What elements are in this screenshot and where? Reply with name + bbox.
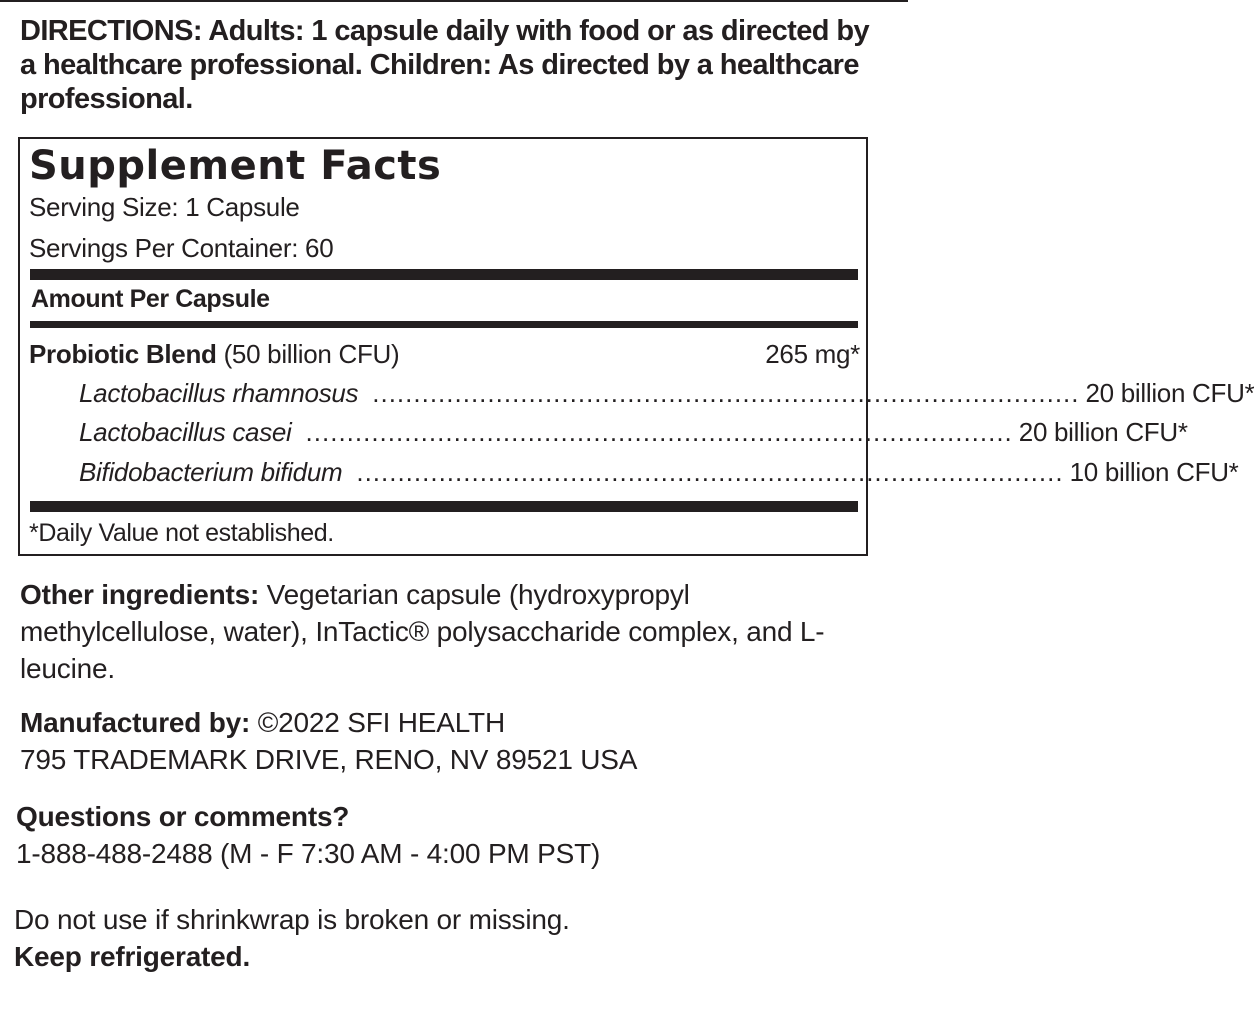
dot-leader: ......................................................................................	[372, 378, 1080, 408]
other-ingredients-text: Vegetarian capsule (hydroxypropyl methylcellulose, water), InTactic® polysaccharide complex, and L-leucine.	[20, 579, 825, 684]
manufacturer-info	[20, 704, 880, 778]
other-ingredients	[20, 576, 880, 687]
contact-phone: 1-888-488-2488 (M - F 7:30 AM - 4:00 PM PST)	[16, 838, 601, 869]
ingredient-amount: 20 billion CFU*	[1085, 378, 1254, 408]
blend-amount: 265 mg*	[765, 339, 860, 369]
ingredient-name: Bifidobacterium bifidum	[79, 457, 343, 487]
contact-label: Questions or comments?	[16, 801, 350, 832]
manufacturer-label: Manufactured by:	[20, 707, 251, 738]
serving-size: Serving Size: 1 Capsule	[29, 192, 300, 222]
manufacturer-line	[20, 704, 880, 741]
dot-leader: ......................................................................................	[356, 457, 1064, 487]
servings-per-container: Servings Per Container: 60	[29, 233, 334, 263]
divider-thick	[30, 269, 858, 280]
contact-info	[16, 798, 876, 872]
probiotic-blend-row	[29, 337, 860, 371]
ingredient-name: Lactobacillus casei	[79, 417, 292, 447]
blend-cfu: (50 billion CFU)	[223, 339, 400, 369]
ingredient-amount: 10 billion CFU*	[1069, 457, 1239, 487]
directions-text: DIRECTIONS: Adults: 1 capsule daily with food or as directed by a healthcare professional. Children: As directed by a healthcare professional.	[20, 15, 869, 115]
manufacturer-name: ©2022 SFI HEALTH	[250, 707, 505, 738]
blend-name-cell	[29, 337, 399, 371]
storage-instruction: Keep refrigerated.	[14, 941, 251, 972]
top-border	[0, 0, 908, 2]
shrinkwrap-warning: Do not use if shrinkwrap is broken or missing.	[14, 904, 570, 935]
ingredient-name: Lactobacillus rhamnosus	[79, 378, 359, 408]
other-ingredients-label: Other ingredients:	[20, 579, 260, 610]
ingredient-amount: 20 billion CFU*	[1018, 417, 1188, 447]
daily-value-footnote: *Daily Value not established.	[29, 519, 334, 547]
divider-thick-bottom	[30, 501, 858, 512]
ingredient-row	[29, 415, 1188, 449]
supplement-facts-panel	[18, 137, 1254, 556]
ingredient-row	[29, 376, 1254, 410]
ingredient-row	[29, 455, 1239, 489]
manufacturer-address: 795 TRADEMARK DRIVE, RENO, NV 89521 USA	[20, 744, 638, 775]
blend-name: Probiotic Blend	[29, 339, 217, 369]
amount-per-capsule-header: Amount Per Capsule	[31, 285, 270, 313]
dot-leader: ......................................................................................	[305, 417, 1013, 447]
supplement-facts-title: Supplement Facts	[29, 143, 442, 189]
divider-medium	[30, 321, 858, 328]
